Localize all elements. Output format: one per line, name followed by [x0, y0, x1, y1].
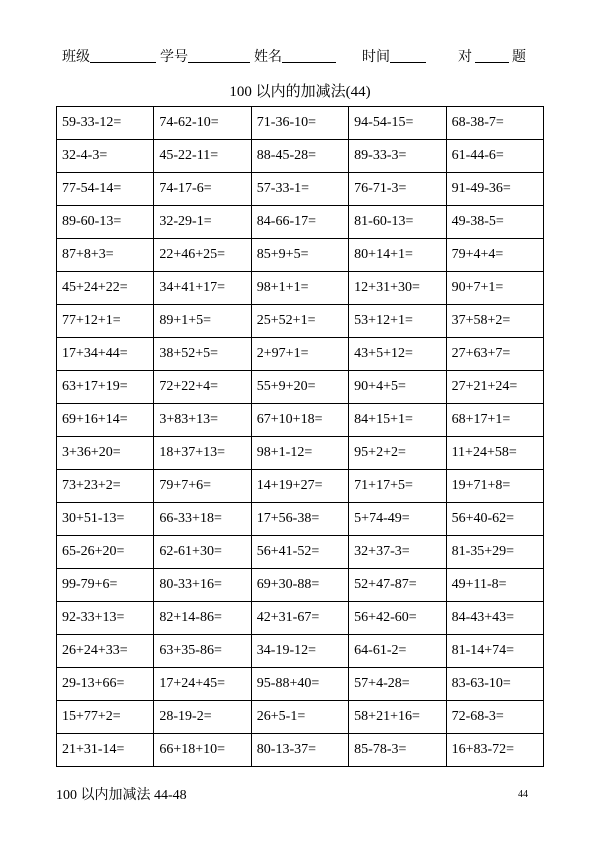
problem-cell: 11+24+58=	[446, 437, 543, 470]
problem-cell: 55+9+20=	[251, 371, 348, 404]
problem-cell: 3+36+20=	[57, 437, 154, 470]
problem-cell: 45-22-11=	[154, 140, 251, 173]
problem-cell: 27+21+24=	[446, 371, 543, 404]
problem-row	[57, 635, 544, 668]
problem-row	[57, 272, 544, 305]
problem-row	[57, 305, 544, 338]
problem-row	[57, 206, 544, 239]
class-blank[interactable]	[90, 48, 156, 63]
problem-cell: 95+2+2=	[349, 437, 446, 470]
problem-cell: 79+7+6=	[154, 470, 251, 503]
problem-row	[57, 503, 544, 536]
problem-cell: 63+17+19=	[57, 371, 154, 404]
problem-cell: 52+47-87=	[349, 569, 446, 602]
worksheet-header	[62, 46, 542, 68]
problem-row	[57, 536, 544, 569]
problem-cell: 12+31+30=	[349, 272, 446, 305]
problem-cell: 83-63-10=	[446, 668, 543, 701]
student-no-label: 学号	[160, 49, 188, 65]
problem-cell: 72-68-3=	[446, 701, 543, 734]
student-no-blank[interactable]	[188, 48, 250, 63]
problem-cell: 37+58+2=	[446, 305, 543, 338]
time-field	[362, 46, 426, 66]
problem-cell: 5+74-49=	[349, 503, 446, 536]
problem-cell: 25+52+1=	[251, 305, 348, 338]
problem-cell: 90+7+1=	[446, 272, 543, 305]
problem-cell: 95-88+40=	[251, 668, 348, 701]
problem-row	[57, 602, 544, 635]
problem-cell: 65-26+20=	[57, 536, 154, 569]
problem-cell: 43+5+12=	[349, 338, 446, 371]
problem-cell: 63+35-86=	[154, 635, 251, 668]
problem-cell: 28-19-2=	[154, 701, 251, 734]
problem-cell: 64-61-2=	[349, 635, 446, 668]
problem-cell: 89-60-13=	[57, 206, 154, 239]
problem-cell: 85-78-3=	[349, 734, 446, 767]
problem-cell: 74-17-6=	[154, 173, 251, 206]
problem-cell: 17+56-38=	[251, 503, 348, 536]
problem-cell: 84-43+43=	[446, 602, 543, 635]
problem-cell: 87+8+3=	[57, 239, 154, 272]
problem-cell: 26+24+33=	[57, 635, 154, 668]
problem-cell: 2+97+1=	[251, 338, 348, 371]
problem-cell: 98+1+1=	[251, 272, 348, 305]
worksheet-title: 100 以内的加减法(44)	[229, 84, 371, 100]
problem-cell: 66-33+18=	[154, 503, 251, 536]
problem-cell: 71-36-10=	[251, 107, 348, 140]
problem-cell: 84+15+1=	[349, 404, 446, 437]
problem-row	[57, 140, 544, 173]
problem-cell: 14+19+27=	[251, 470, 348, 503]
problem-cell: 91-49-36=	[446, 173, 543, 206]
problem-cell: 94-54-15=	[349, 107, 446, 140]
problem-cell: 15+77+2=	[57, 701, 154, 734]
problem-row	[57, 404, 544, 437]
problem-cell: 71+17+5=	[349, 470, 446, 503]
problem-cell: 38+52+5=	[154, 338, 251, 371]
problem-cell: 80-33+16=	[154, 569, 251, 602]
problem-cell: 59-33-12=	[57, 107, 154, 140]
problem-row	[57, 239, 544, 272]
problem-cell: 79+4+4=	[446, 239, 543, 272]
problem-cell: 68+17+1=	[446, 404, 543, 437]
problem-cell: 17+24+45=	[154, 668, 251, 701]
correct-count-blank[interactable]	[475, 48, 509, 63]
problem-row	[57, 173, 544, 206]
problem-row	[57, 437, 544, 470]
problem-cell: 98+1-12=	[251, 437, 348, 470]
problem-cell: 77+12+1=	[57, 305, 154, 338]
class-label: 班级	[62, 49, 90, 65]
problem-cell: 90+4+5=	[349, 371, 446, 404]
problem-cell: 84-66-17=	[251, 206, 348, 239]
problem-cell: 56+40-62=	[446, 503, 543, 536]
problem-cell: 16+83-72=	[446, 734, 543, 767]
problem-cell: 77-54-14=	[57, 173, 154, 206]
problem-cell: 69+16+14=	[57, 404, 154, 437]
problem-cell: 57+4-28=	[349, 668, 446, 701]
student-no-field	[160, 46, 250, 66]
problem-row	[57, 107, 544, 140]
problem-cell: 85+9+5=	[251, 239, 348, 272]
problem-cell: 69+30-88=	[251, 569, 348, 602]
problem-cell: 92-33+13=	[57, 602, 154, 635]
problem-cell: 76-71-3=	[349, 173, 446, 206]
problem-row	[57, 734, 544, 767]
problem-cell: 53+12+1=	[349, 305, 446, 338]
name-field	[254, 46, 336, 66]
problem-cell: 42+31-67=	[251, 602, 348, 635]
problem-cell: 26+5-1=	[251, 701, 348, 734]
problem-cell: 73+23+2=	[57, 470, 154, 503]
problem-cell: 49+11-8=	[446, 569, 543, 602]
problem-cell: 66+18+10=	[154, 734, 251, 767]
problem-cell: 74-62-10=	[154, 107, 251, 140]
footer-series-label: 100 以内加减法 44-48	[56, 788, 187, 803]
problem-cell: 80-13-37=	[251, 734, 348, 767]
problem-cell: 34+41+17=	[154, 272, 251, 305]
problem-row	[57, 371, 544, 404]
problem-cell: 3+83+13=	[154, 404, 251, 437]
problem-cell: 45+24+22=	[57, 272, 154, 305]
name-blank[interactable]	[282, 48, 336, 63]
problem-cell: 89+1+5=	[154, 305, 251, 338]
correct-label: 对	[458, 49, 472, 65]
problem-grid	[56, 106, 544, 767]
problem-row	[57, 338, 544, 371]
problem-cell: 32-29-1=	[154, 206, 251, 239]
problem-cell: 57-33-1=	[251, 173, 348, 206]
time-label: 时间	[362, 49, 390, 65]
problem-cell: 56+41-52=	[251, 536, 348, 569]
problem-row	[57, 470, 544, 503]
problem-cell: 29-13+66=	[57, 668, 154, 701]
problem-cell: 61-44-6=	[446, 140, 543, 173]
problem-cell: 72+22+4=	[154, 371, 251, 404]
questions-label: 题	[512, 49, 526, 65]
class-field	[62, 46, 156, 66]
problem-cell: 81-35+29=	[446, 536, 543, 569]
problem-cell: 49-38-5=	[446, 206, 543, 239]
problem-cell: 17+34+44=	[57, 338, 154, 371]
page-number: 44	[518, 789, 528, 800]
problem-cell: 56+42-60=	[349, 602, 446, 635]
problem-cell: 22+46+25=	[154, 239, 251, 272]
problem-cell: 32-4-3=	[57, 140, 154, 173]
problem-cell: 80+14+1=	[349, 239, 446, 272]
problem-cell: 81-14+74=	[446, 635, 543, 668]
time-blank[interactable]	[390, 48, 426, 63]
problem-cell: 18+37+13=	[154, 437, 251, 470]
problem-cell: 88-45-28=	[251, 140, 348, 173]
problem-cell: 62-61+30=	[154, 536, 251, 569]
problem-cell: 82+14-86=	[154, 602, 251, 635]
problem-cell: 30+51-13=	[57, 503, 154, 536]
name-label: 姓名	[254, 49, 282, 65]
problem-cell: 27+63+7=	[446, 338, 543, 371]
problem-cell: 58+21+16=	[349, 701, 446, 734]
problem-cell: 99-79+6=	[57, 569, 154, 602]
problem-row	[57, 701, 544, 734]
problem-cell: 19+71+8=	[446, 470, 543, 503]
problem-cell: 34-19-12=	[251, 635, 348, 668]
problem-row	[57, 569, 544, 602]
score-field	[458, 46, 526, 66]
problem-cell: 68-38-7=	[446, 107, 543, 140]
problem-cell: 21+31-14=	[57, 734, 154, 767]
problem-cell: 81-60-13=	[349, 206, 446, 239]
problem-cell: 89-33-3=	[349, 140, 446, 173]
problem-cell: 67+10+18=	[251, 404, 348, 437]
problem-row	[57, 668, 544, 701]
problem-cell: 32+37-3=	[349, 536, 446, 569]
